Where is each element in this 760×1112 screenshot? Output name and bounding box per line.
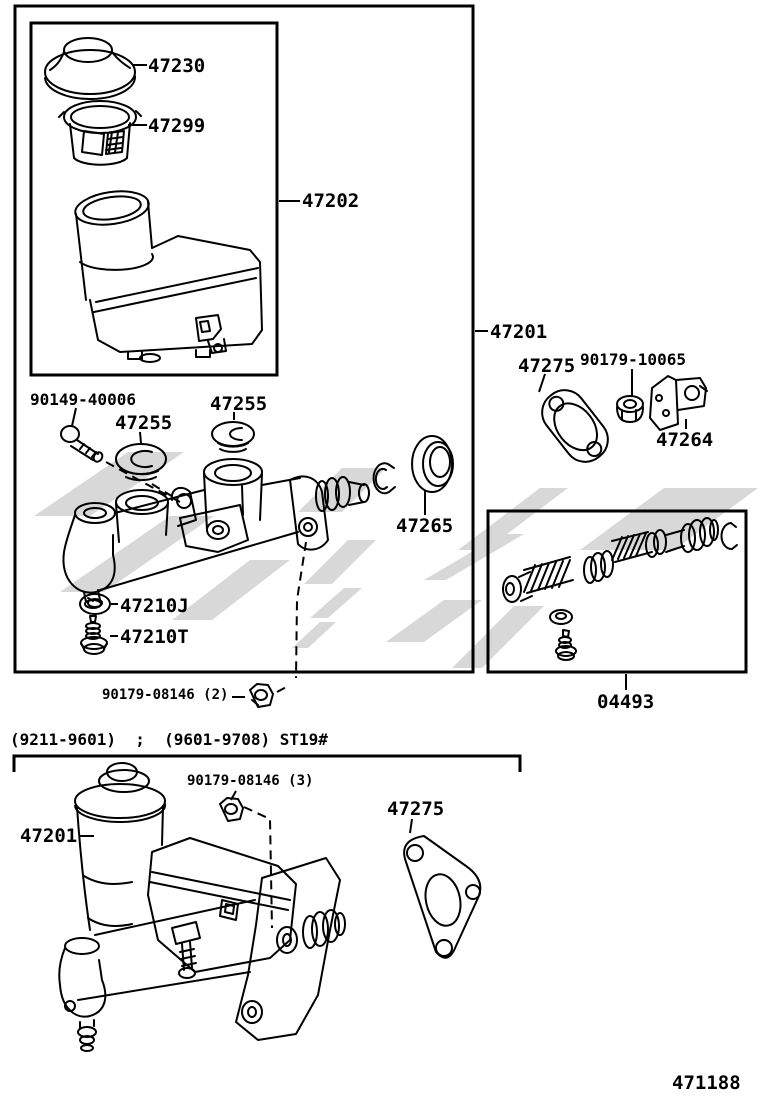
- part-label-47264[interactable]: 47264: [656, 429, 714, 451]
- part-label-47299[interactable]: 47299: [148, 115, 206, 137]
- snap-ring-drawing: [374, 463, 395, 493]
- reservoir-cap-drawing: [45, 38, 135, 99]
- part-label-47275-top[interactable]: 47275: [518, 355, 576, 377]
- mount-nut-x2-drawing: [250, 684, 273, 707]
- part-label-47230[interactable]: 47230: [148, 55, 206, 77]
- part-label-90179-08146-3[interactable]: 90179-08146 (3): [187, 773, 314, 789]
- part-label-90149-40006[interactable]: 90149-40006: [30, 390, 136, 409]
- lower-gasket-drawing: [404, 836, 480, 958]
- part-label-47265[interactable]: 47265: [396, 515, 454, 537]
- lower-mount-nut-drawing: [220, 798, 243, 821]
- watermark-shape: [60, 516, 214, 592]
- part-label-47202[interactable]: 47202: [302, 190, 360, 212]
- part-label-47210J[interactable]: 47210J: [120, 595, 189, 617]
- part-label-47275-bottom[interactable]: 47275: [387, 798, 445, 820]
- lock-nut-drawing: [617, 396, 643, 422]
- repair-kit-drawing: [503, 518, 737, 660]
- part-label-47201-top[interactable]: 47201: [490, 321, 548, 343]
- watermark-shape: [172, 560, 290, 620]
- part-label-04493[interactable]: 04493: [597, 691, 655, 713]
- watermark-shape: [310, 588, 362, 618]
- clamp-bracket-drawing: [650, 376, 707, 430]
- applicability-header: (9211-9601) ; (9601-9708) ST19#: [10, 730, 328, 749]
- part-label-47201-bottom[interactable]: 47201: [20, 825, 78, 847]
- watermark-shape: [298, 468, 386, 512]
- reservoir-tank-drawing: [73, 187, 262, 362]
- watermark-shape: [386, 600, 482, 642]
- part-label-90179-08146-2[interactable]: 90179-08146 (2): [102, 687, 229, 703]
- gasket-oval-drawing: [534, 382, 617, 471]
- leader-lines: [72, 65, 686, 836]
- figure-code: 471188: [672, 1072, 741, 1094]
- watermark-shape: [292, 622, 336, 648]
- lower-assembly-drawing: [59, 763, 345, 1051]
- bleeder-screw-drawing: [81, 616, 107, 654]
- watermark-shape: [580, 488, 758, 550]
- part-label-90179-10065[interactable]: 90179-10065: [580, 350, 686, 369]
- part-label-47255-left[interactable]: 47255: [115, 412, 173, 434]
- grommet-right-drawing: [212, 422, 254, 452]
- part-label-47210T[interactable]: 47210T: [120, 626, 189, 648]
- applicability-bracket: [14, 756, 520, 772]
- boot-drawing: [412, 436, 453, 492]
- watermark-shape: [304, 540, 376, 584]
- watermark-shape: [452, 606, 544, 668]
- part-label-47255-right[interactable]: 47255: [210, 393, 268, 415]
- reservoir-strainer-drawing: [59, 101, 141, 165]
- union-screw-drawing: [61, 426, 104, 463]
